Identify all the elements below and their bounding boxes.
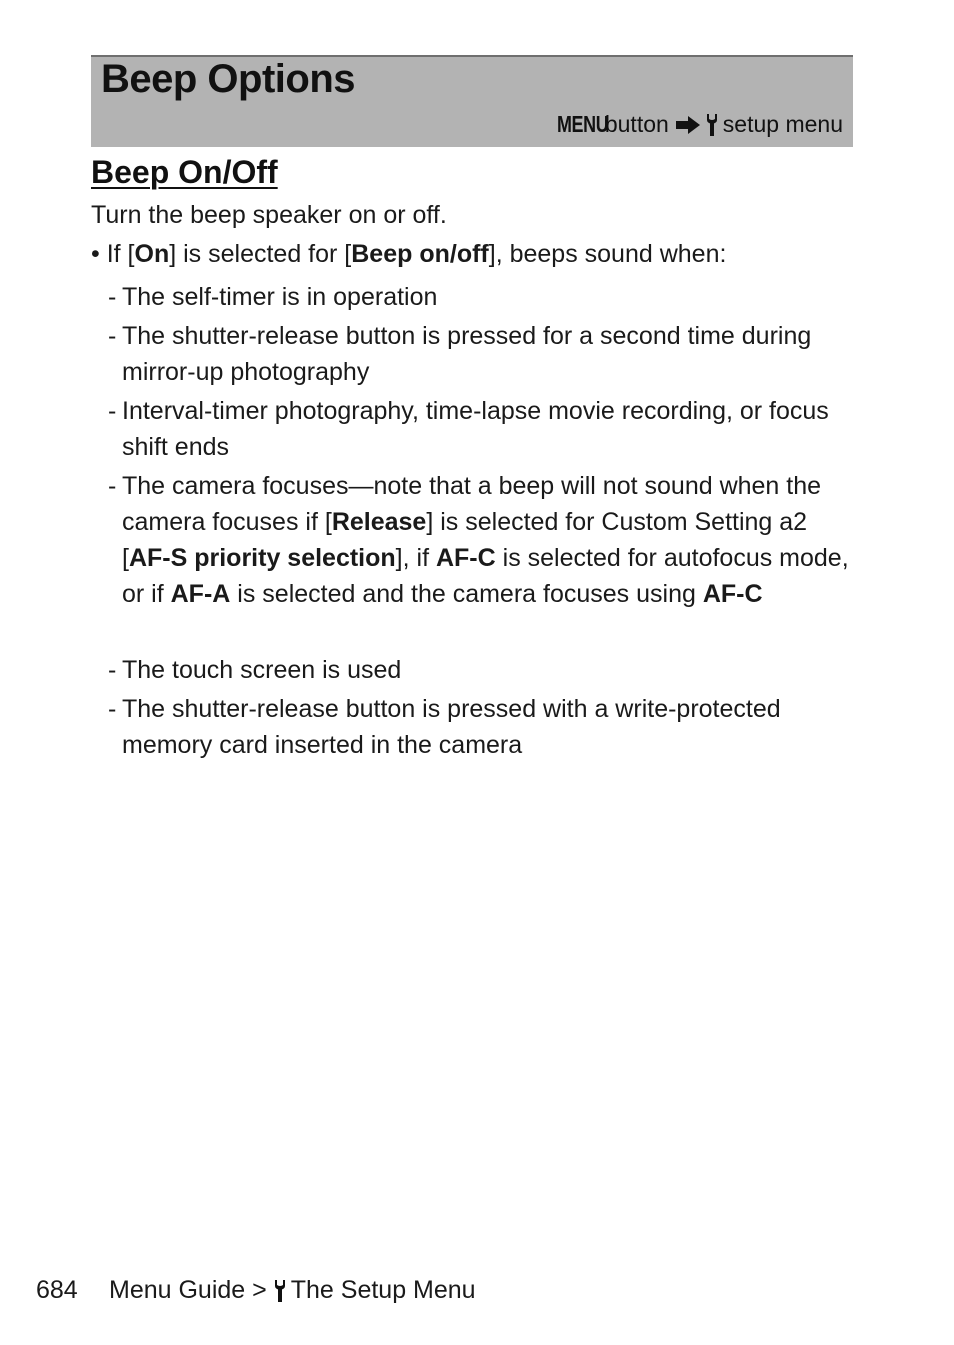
option-beep-on-off: Beep on/off xyxy=(351,240,489,268)
page-title: Beep Options xyxy=(101,57,356,101)
list-item xyxy=(108,279,853,315)
wrench-icon xyxy=(273,1279,287,1303)
right-arrow-icon xyxy=(675,115,701,135)
breadcrumb-section: The Setup Menu xyxy=(290,1276,476,1304)
list-dash: - xyxy=(108,656,117,684)
breadcrumb-prefix: Menu Guide > xyxy=(109,1276,267,1304)
text-part: is selected for autofocus mode, or if xyxy=(122,544,849,608)
mode-af-c: AF-C xyxy=(702,580,763,608)
text-part: ] is selected for Custom Setting a2 [ xyxy=(122,508,808,572)
text-part: is selected and the camera focuses using xyxy=(230,580,703,608)
list-item-text: The shutter-release button is pressed with a write-protected memory card inserted in the camera xyxy=(122,695,781,759)
list-item xyxy=(108,691,853,763)
list-dash: - xyxy=(108,322,117,350)
list-dash: - xyxy=(108,283,117,311)
list-item-text: Interval-timer photography, time-lapse movie recording, or focus shift ends xyxy=(122,397,829,461)
list-item xyxy=(108,318,853,390)
text-part: ], if xyxy=(395,544,436,572)
mode-af-c: AF-C xyxy=(435,544,496,572)
option-af-s-priority: AF-S priority selection xyxy=(128,544,396,572)
mode-af-a: AF-A xyxy=(170,580,231,608)
list-item xyxy=(108,652,853,688)
menu-path xyxy=(557,111,843,138)
list-dash: - xyxy=(108,397,117,425)
header-bar xyxy=(91,55,853,147)
bullet-item: • If [On] is selected for [Beep on/off], beeps sound when: xyxy=(91,240,727,268)
button-label: button xyxy=(604,111,669,137)
list-item xyxy=(108,393,853,465)
bullet-middle: ] is selected for [ xyxy=(169,240,352,268)
page-number: 684 xyxy=(36,1276,78,1304)
bullet-suffix: ], beeps sound when: xyxy=(488,240,727,268)
wrench-icon xyxy=(705,113,719,137)
option-on: On xyxy=(134,240,170,268)
list-item-text: The shutter-release button is pressed for a second time during mirror-up photography xyxy=(122,322,812,386)
list-item xyxy=(108,468,853,612)
list-item-text: The self-timer is in operation xyxy=(122,283,438,311)
section-heading: Beep On/Off xyxy=(91,154,278,190)
intro-text: Turn the beep speaker on or off. xyxy=(91,201,447,229)
footer xyxy=(36,1276,476,1305)
menu-key-label: MENU xyxy=(556,111,609,137)
text-part: The camera focuses—note that a beep will not sound when the camera focuses if [ xyxy=(122,472,822,536)
list-item-text: The touch screen is used xyxy=(122,656,402,684)
bullet-prefix: If [ xyxy=(106,240,135,268)
list-dash: - xyxy=(108,695,117,723)
setup-menu-label: setup menu xyxy=(722,111,843,137)
list-dash: - xyxy=(108,472,117,500)
option-release: Release xyxy=(331,508,427,536)
list-item-text xyxy=(122,468,853,612)
